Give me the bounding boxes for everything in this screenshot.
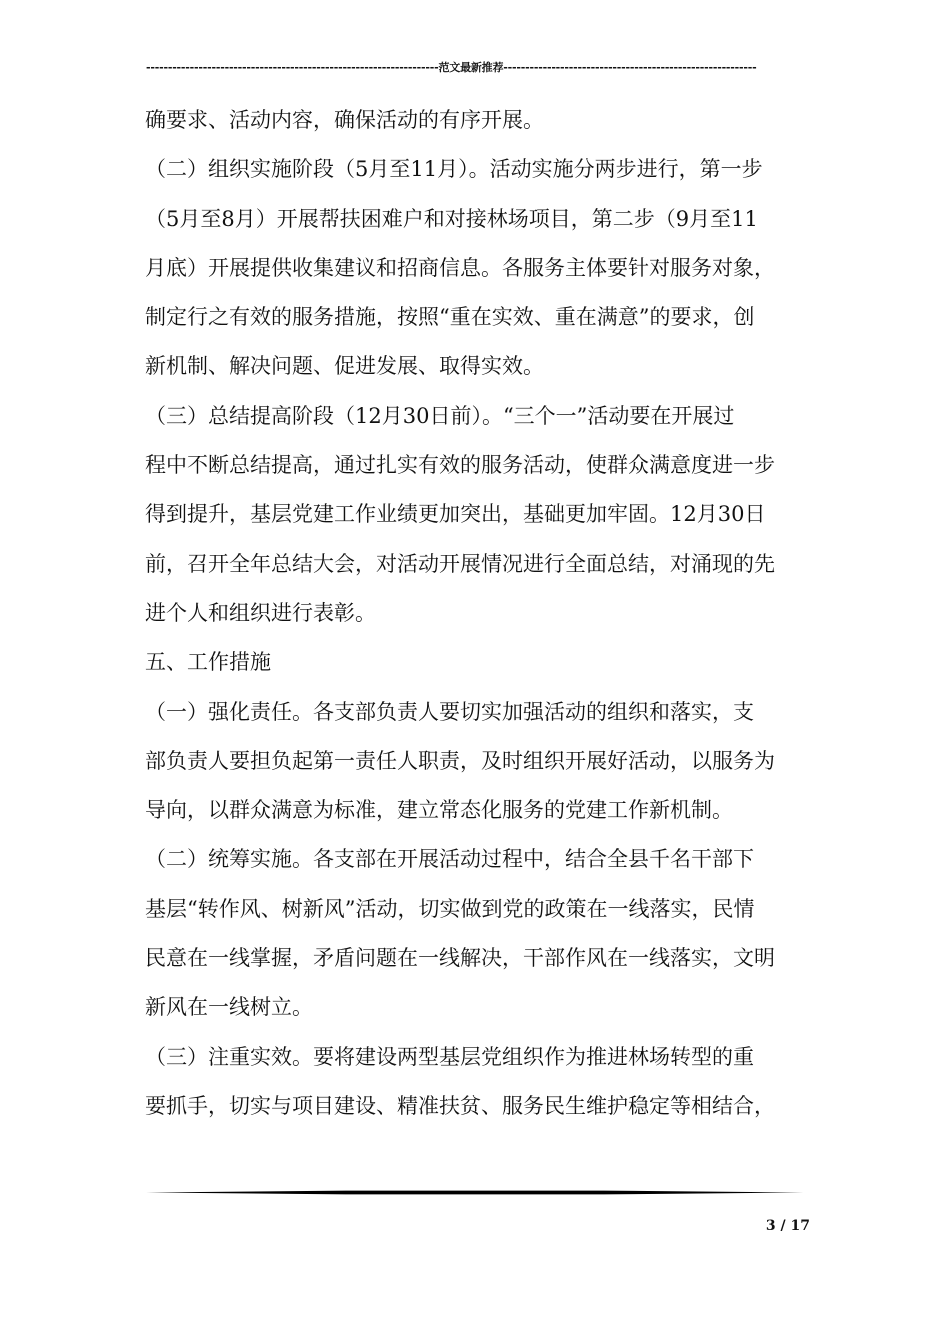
text-line: 导向，以群众满意为标准，建立常态化服务的党建工作新机制。: [145, 798, 733, 823]
text-line: （5月至8月）开展帮扶困难户和对接林场项目，第二步（9月至11: [145, 206, 758, 231]
text-line: （三）注重实效。要将建设两型基层党组织作为推进林场转型的重: [145, 1044, 754, 1069]
page-number: 3 / 17: [765, 1218, 810, 1234]
text-line: 部负责人要担负起第一责任人职责，及时组织开展好活动，以服务为: [145, 748, 775, 773]
text-line: 月底）开展提供收集建议和招商信息。各服务主体要针对服务对象，: [145, 255, 775, 280]
text-line: 得到提升，基层党建工作业绩更加突出，基础更加牢固。12月30日: [145, 502, 766, 527]
document-body: [145, 100, 817, 1135]
text-line: 新风在一线树立。: [145, 995, 313, 1020]
text-line: 新机制、解决问题、促进发展、取得实效。: [145, 354, 544, 379]
text-line: 基层“转作风、树新风”活动，切实做到党的政策在一线落实，民情: [145, 896, 755, 921]
text-line: 要抓手，切实与项目建设、精准扶贫、服务民生维护稳定等相结合，: [145, 1093, 775, 1118]
text-line: （一）强化责任。各支部负责人要切实加强活动的组织和落实，支: [145, 699, 754, 724]
footer-rule: [146, 1190, 804, 1195]
text-line: 程中不断总结提高，通过扎实有效的服务活动，使群众满意度进一步: [145, 453, 775, 478]
page-header: [146, 58, 806, 78]
text-line: 民意在一线掌握，矛盾问题在一线解决，干部作风在一线落实，文明: [145, 946, 775, 971]
header-dashes-right: ----------------------------------------------------------: [503, 61, 757, 74]
text-line: 制定行之有效的服务措施，按照“重在实效、重在满意”的要求，创: [145, 305, 755, 330]
header-title: 范文最新推荐: [438, 61, 504, 74]
header-dashes-left: -------------------------------------------------------------------: [146, 61, 439, 74]
text-line: 前，召开全年总结大会，对活动开展情况进行全面总结，对涌现的先: [145, 551, 775, 576]
text-line: 进个人和组织进行表彰。: [145, 600, 376, 625]
text-line: （二）统筹实施。各支部在开展活动过程中，结合全县千名干部下: [145, 847, 754, 872]
section-heading: 五、工作措施: [145, 650, 271, 675]
text-line: （二）组织实施阶段（5月至11月）。活动实施分两步进行，第一步: [145, 157, 763, 182]
text-line: （三）总结提高阶段（12月30日前）。“三个一”活动要在开展过: [145, 403, 735, 428]
text-line: 确要求、活动内容，确保活动的有序开展。: [145, 108, 544, 132]
